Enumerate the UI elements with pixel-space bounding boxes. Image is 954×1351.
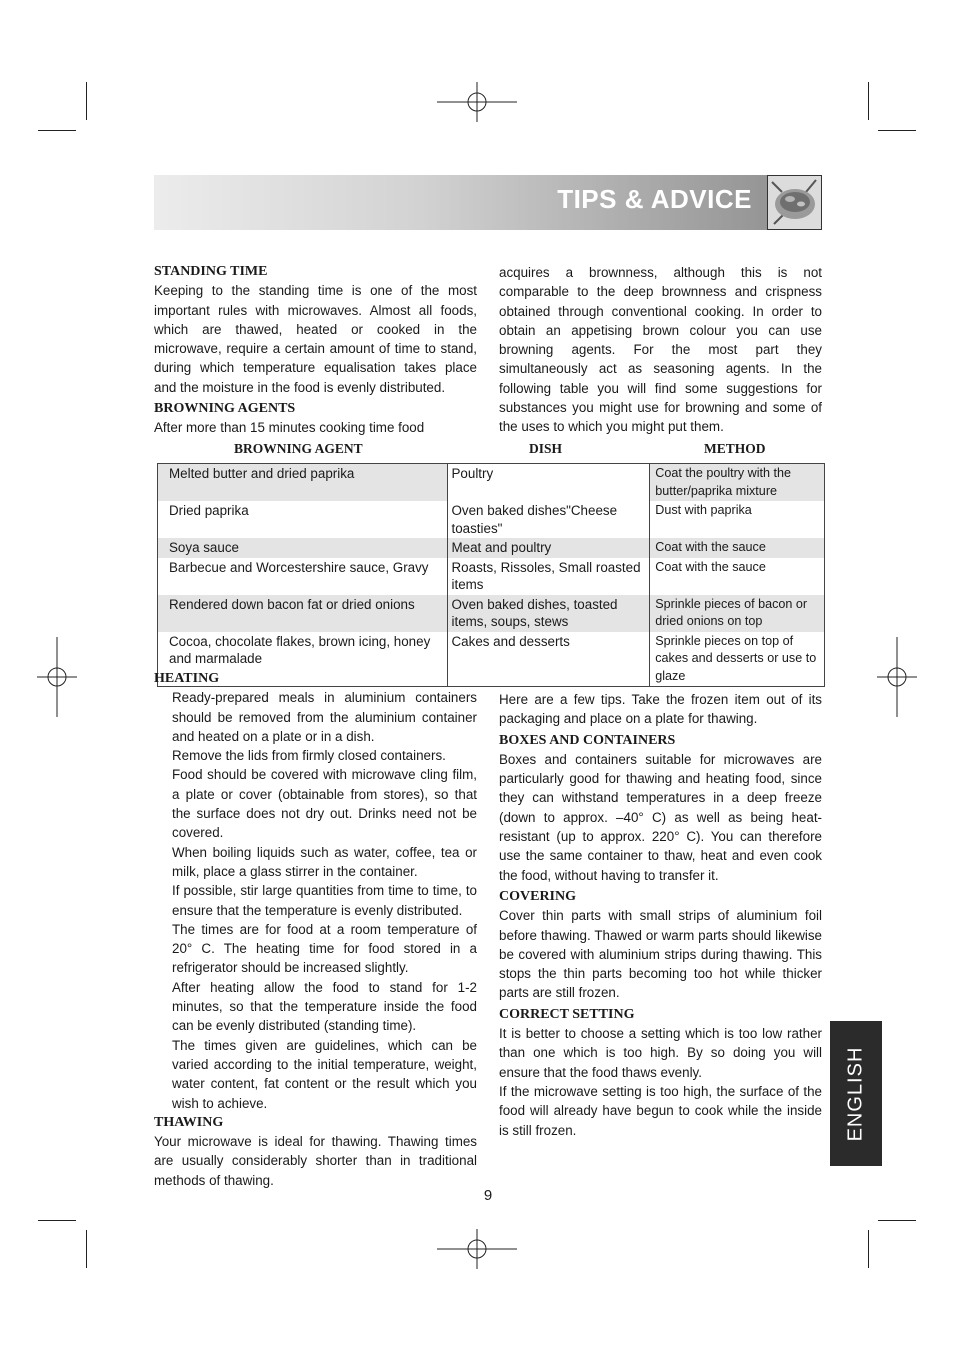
table-cell-dish: Meat and poultry — [447, 538, 650, 558]
table-cell-method: Sprinkle pieces of bacon or dried onions on top — [650, 595, 825, 632]
browning-agents-text-right: acquires a brownness, although this is not comparable to the deep brownness and crispness obtained through conventional cooking. In order to obtain an appetising brown colour you can use browning agents. For the most part they simultaneously act as seasoning agents. In the following table you will find some suggestions for substances you might use for browning and some of the uses to which you might put them. — [499, 265, 822, 435]
table-cell-method: Dust with paprika — [650, 501, 825, 538]
table-cell-dish: Poultry — [447, 464, 650, 502]
table-row — [158, 464, 825, 502]
table-cell-dish: Roasts, Rissoles, Small roasted items — [447, 558, 650, 595]
heating-item: If possible, stir large quantities from time to time, to ensure that the temperature is evenly distributed. — [172, 883, 477, 918]
language-label: ENGLISH — [844, 1046, 867, 1141]
browning-agents-heading: BROWNING AGENTS — [154, 401, 296, 417]
heating-item: Ready-prepared meals in aluminium containers should be removed from the aluminium container and heated on a plate or in a dish. — [172, 690, 477, 744]
browning-agents-table — [157, 463, 825, 687]
boxes-heading: BOXES AND CONTAINERS — [499, 732, 676, 748]
browning-agents-continued — [499, 263, 822, 437]
table-cell-agent: Dried paprika — [158, 501, 448, 538]
table-cell-agent: Rendered down bacon fat or dried onions — [158, 595, 448, 632]
standing-time-heading: STANDING TIME — [154, 264, 268, 279]
heating-heading: HEATING — [154, 671, 220, 686]
crop-mark — [878, 130, 916, 131]
table-header-agent: BROWNING AGENT — [234, 441, 363, 456]
heating-item: The times are for food at a room temperature of 20° C. The heating time for food stored in a refrigerator should be increased slightly. — [172, 921, 477, 976]
standing-time-section — [154, 262, 477, 438]
crop-mark — [38, 1220, 76, 1221]
table-header-dish: DISH — [529, 441, 563, 456]
thawing-heading: THAWING — [154, 1114, 224, 1130]
crop-mark — [86, 1230, 87, 1268]
registration-mark-icon — [437, 82, 517, 122]
crop-mark — [38, 130, 76, 131]
registration-mark-icon — [877, 637, 917, 717]
correct-setting-text: If the microwave setting is too high, the surface of the food will already have begun to cook while the inside is still frozen. — [499, 1083, 822, 1138]
registration-mark-icon — [37, 637, 77, 717]
table-cell-agent: Melted butter and dried paprika — [158, 464, 448, 502]
page-number: 9 — [483, 1187, 493, 1204]
table-cell-method: Coat with the sauce — [650, 558, 825, 595]
table-header-method: METHOD — [704, 441, 766, 456]
table-cell-agent: Cocoa, chocolate flakes, brown icing, honey and marmalade — [158, 632, 448, 687]
table-row — [158, 595, 825, 632]
table-cell-dish: Oven baked dishes, toasted items, soups, stews — [447, 595, 650, 632]
table-cell-method: Sprinkle pieces on top of cakes and desserts or use to glaze — [650, 632, 825, 687]
crop-mark — [868, 82, 869, 120]
thawing-text-right: Here are a few tips. Take the frozen item out of its packaging and place on a plate for thawing. — [499, 692, 822, 727]
heating-item: Remove the lids from firmly closed containers. — [172, 748, 446, 764]
table-cell-agent: Soya sauce — [158, 538, 448, 558]
correct-setting-heading: CORRECT SETTING — [499, 1006, 635, 1022]
registration-mark-icon — [437, 1229, 517, 1269]
boxes-text: Boxes and containers suitable for microwaves are particularly good for thawing and heating food, since they can withstand temperatures in a deep freeze (down to approx. –40° C) as well as being heat-resistant (up to approx. 220° C). You can therefore use the same container to thaw, heat and even cook the food, without having to transfer it. — [499, 751, 822, 883]
table-cell-dish: Oven baked dishes"Cheese toasties" — [447, 501, 650, 538]
heating-section — [154, 669, 477, 1190]
standing-time-text: Keeping to the standing time is one of the most important rules with microwaves. Almost all foods, which are thawed, heated or cooked in the microwave, require a certain amount of time to stand, during which temperature equalisation takes place and the moisture in the food is evenly distributed. — [154, 283, 477, 395]
heating-item: The times given are guidelines, which can be varied according to the initial temperature, weight, water content, fat content or the result which you wish to achieve. — [172, 1037, 477, 1111]
thawing-text-left: Your microwave is ideal for thawing. Thawing times are usually considerably shorter than in traditional methods of thawing. — [154, 1134, 477, 1188]
table-row — [158, 501, 825, 538]
roast-dish-photo-icon — [767, 175, 822, 230]
crop-mark — [878, 1220, 916, 1221]
table-cell-method: Coat the poultry with the butter/paprika mixture — [650, 464, 825, 502]
heating-item: After heating allow the food to stand for 1-2 minutes, so that the temperature inside the food can be evenly distributed (standing time). — [172, 979, 477, 1034]
covering-heading: COVERING — [499, 888, 577, 904]
covering-text: Cover thin parts with small strips of aluminium foil before thawing. Thawed or warm parts should likewise be covered with aluminium strips during thawing. This stops the thin parts becoming too hot while thicker parts are still frozen. — [499, 908, 822, 1001]
correct-setting-text: It is better to choose a setting which is too low rather than one which is too high. By so doing you will ensure that the food thaws evenly. — [499, 1026, 822, 1080]
table-cell-agent: Barbecue and Worcestershire sauce, Gravy — [158, 558, 448, 595]
crop-mark — [86, 82, 87, 120]
page-title: TIPS & ADVICE — [557, 184, 752, 214]
table-row — [158, 558, 825, 595]
table-row — [158, 538, 825, 558]
heating-item: Food should be covered with microwave cling film, a plate or cover (obtainable from stores), so that the surface does not dry out. Drinks need not be covered. — [172, 767, 477, 841]
table-cell-method: Coat with the sauce — [650, 538, 825, 558]
browning-agents-text-left: After more than 15 minutes cooking time food — [154, 420, 425, 436]
crop-mark — [868, 1230, 869, 1268]
language-tab — [830, 1021, 882, 1166]
header-banner — [154, 175, 822, 230]
heating-item: When boiling liquids such as water, coffee, tea or milk, place a glass stirrer in the container. — [172, 844, 477, 879]
thawing-continued-section — [499, 690, 822, 1140]
table-cell-dish: Cakes and desserts — [447, 632, 650, 687]
